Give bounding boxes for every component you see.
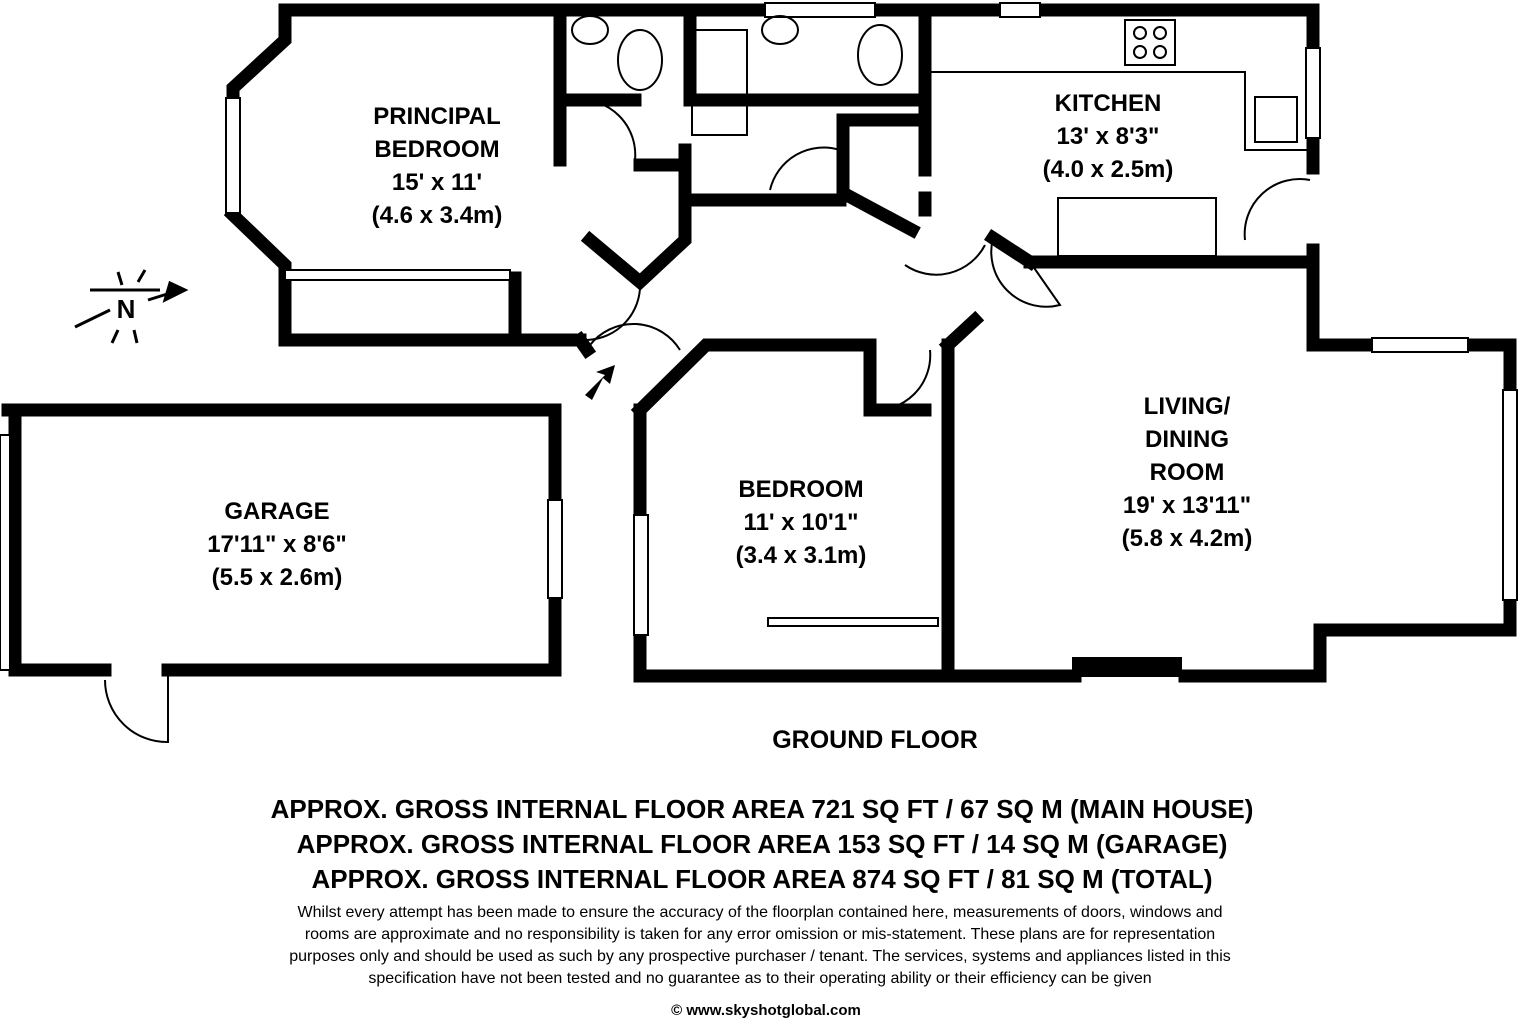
- room-size-metric: (5.8 x 4.2m): [1121, 525, 1253, 552]
- room-size-metric: (4.6 x 3.4m): [371, 202, 503, 229]
- room-label-kitchen: [1043, 87, 1174, 186]
- copyright-link[interactable]: © www.skyshotglobal.com: [671, 1002, 861, 1019]
- area-line-main-house: APPROX. GROSS INTERNAL FLOOR AREA 721 SQ FT / 67 SQ M (MAIN HOUSE): [270, 794, 1254, 824]
- room-size-metric: (3.4 x 3.1m): [735, 542, 867, 569]
- wall-blocks: [1072, 657, 1182, 677]
- disclaimer: [230, 902, 1290, 990]
- room-name: DINING: [1144, 426, 1229, 453]
- floor-area-summary: [271, 792, 1254, 897]
- room-name: BEDROOM: [374, 136, 500, 163]
- room-size-imperial: 13' x 8'3": [1056, 123, 1160, 150]
- compass-north-letter: N: [116, 294, 136, 324]
- room-name: GARAGE: [224, 498, 330, 525]
- room-label-garage: [207, 495, 347, 594]
- room-size-metric: (5.5 x 2.6m): [211, 564, 343, 591]
- floor-title: GROUND FLOOR: [772, 726, 978, 754]
- room-size-imperial: 15' x 11': [391, 169, 483, 196]
- room-name: LIVING/: [1143, 393, 1231, 420]
- room-name: BEDROOM: [738, 476, 864, 503]
- disclaimer-line: rooms are approximate and no responsibility is taken for any error omission or mis-statement. These plans are for representation: [304, 926, 1216, 943]
- area-line-garage: APPROX. GROSS INTERNAL FLOOR AREA 153 SQ FT / 14 SQ M (GARAGE): [296, 829, 1228, 859]
- room-label-principal-bedroom: [372, 100, 503, 232]
- room-name: PRINCIPAL: [373, 103, 501, 130]
- room-label-bedroom: [736, 473, 867, 572]
- room-label-living-dining: [1122, 390, 1253, 555]
- room-name: KITCHEN: [1054, 90, 1162, 117]
- room-size-imperial: 19' x 13'11": [1122, 492, 1252, 519]
- disclaimer-line: specification have not been tested and no guarantee as to their operating ability or their efficiency can be given: [368, 970, 1152, 987]
- room-name: ROOM: [1149, 459, 1225, 486]
- area-line-total: APPROX. GROSS INTERNAL FLOOR AREA 874 SQ FT / 81 SQ M (TOTAL): [311, 864, 1213, 894]
- entrance-arrow: [585, 365, 615, 400]
- disclaimer-line: Whilst every attempt has been made to ensure the accuracy of the floorplan contained here, measurements of doors, windows and: [297, 904, 1223, 921]
- disclaimer-line: purposes only and should be used as such by any prospective purchaser / tenant. The services, systems and appliances listed in this: [289, 948, 1231, 965]
- room-size-imperial: 17'11" x 8'6": [207, 531, 347, 558]
- room-size-metric: (4.0 x 2.5m): [1042, 156, 1174, 183]
- room-size-imperial: 11' x 10'1": [743, 509, 859, 536]
